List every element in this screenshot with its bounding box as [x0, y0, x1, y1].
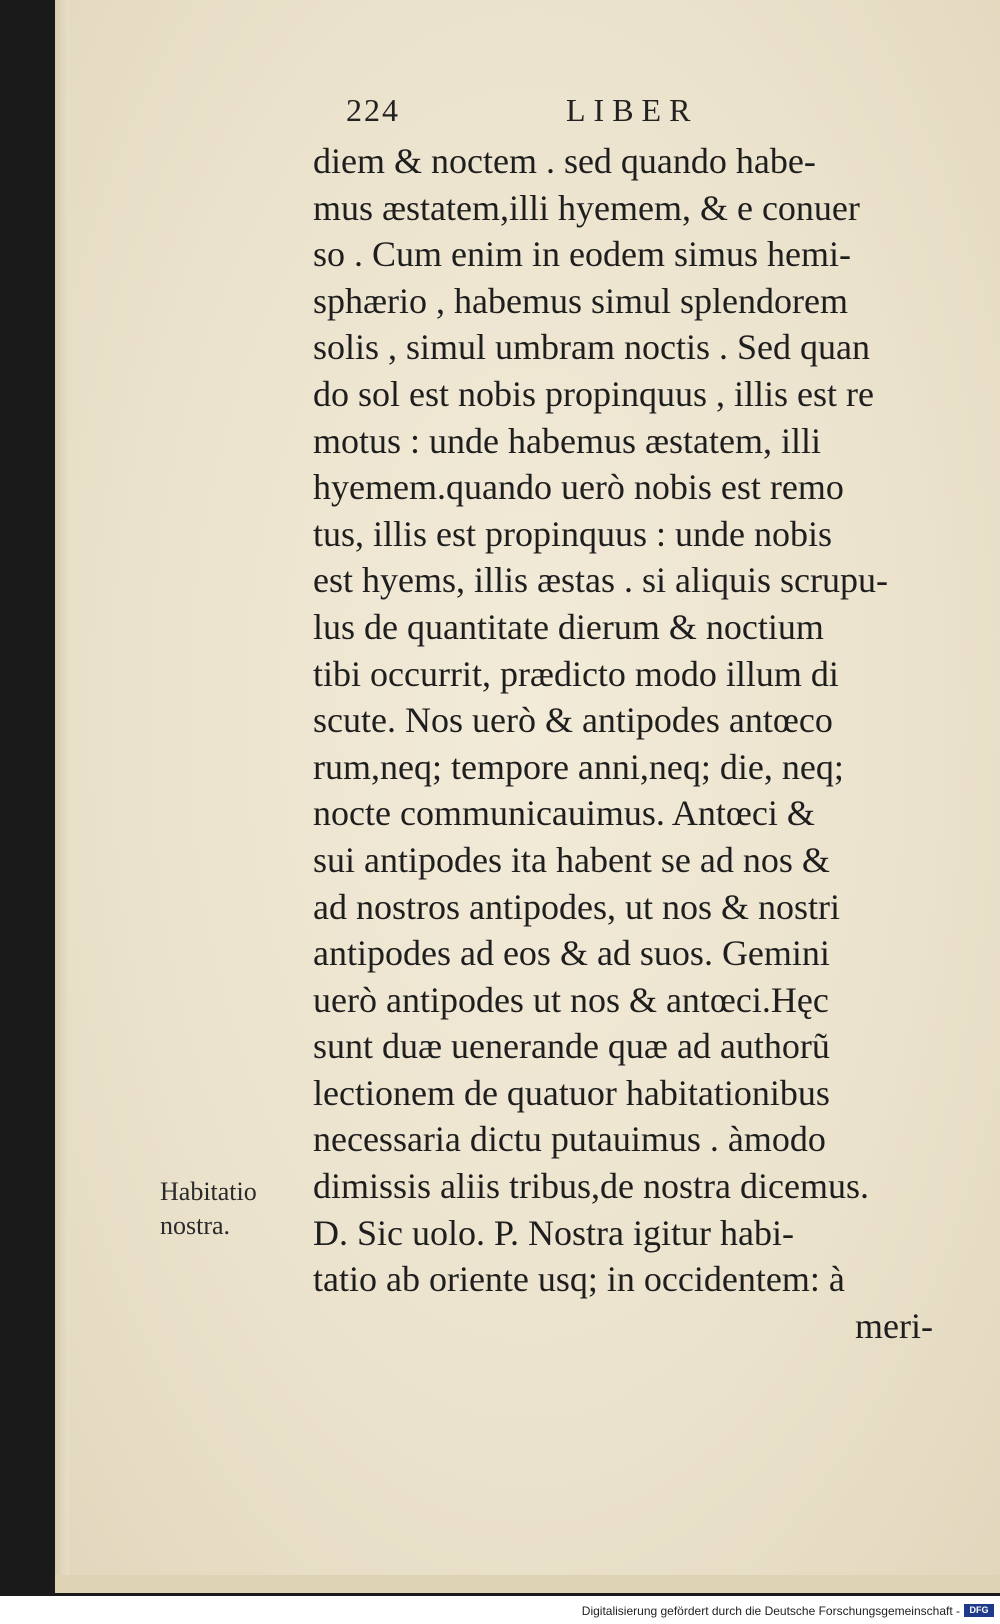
- marginal-note-line: nostra.: [160, 1211, 231, 1240]
- text-line: diem & noctem . sed quando habe-: [313, 141, 816, 181]
- marginal-note-line: Habitatio: [160, 1177, 257, 1206]
- text-line: do sol est nobis propinquus , illis est re: [313, 373, 874, 414]
- marginal-note: [160, 1175, 295, 1243]
- text-line: est hyems, illis æstas . si aliquis scrupu-: [313, 560, 888, 601]
- page-header: [346, 92, 776, 136]
- text-line: sphærio , habemus simul splendorem: [313, 280, 848, 321]
- text-line: scute. Nos uerò & antipodes antœco: [313, 700, 833, 741]
- text-line: motus : unde habemus æstatem, illi: [313, 420, 821, 461]
- footer-credit: Digitalisierung gefördert durch die Deutsche Forschungsgemeinschaft -: [581, 1604, 960, 1618]
- text-line: rum,neq; tempore anni,neq; die, neq;: [313, 746, 844, 787]
- text-line: ad nostros antipodes, ut nos & nostri: [313, 886, 840, 927]
- text-line: solis , simul umbram noctis . Sed quan: [313, 327, 870, 368]
- text-line: tatio ab oriente usq; in occidentem: à: [313, 1259, 845, 1300]
- catchword: meri-: [855, 1305, 933, 1346]
- text-line: lus de quantitate dierum & noctium: [313, 606, 824, 647]
- text-line: tibi occurrit, prædicto modo illum di: [313, 653, 839, 694]
- body-text: [313, 138, 973, 1349]
- text-line: D. Sic uolo. P. Nostra igitur habi-: [313, 1212, 794, 1253]
- running-head: LIBER: [566, 92, 699, 128]
- text-line: lectionem de quatuor habitationibus: [313, 1072, 830, 1113]
- text-line: uerò antipodes ut nos & antœci.Hęc: [313, 979, 829, 1020]
- page-bottom-edge: [55, 1575, 1000, 1593]
- text-line: sui antipodes ita habent se ad nos &: [313, 839, 830, 880]
- digitization-footer: [0, 1598, 1000, 1624]
- text-line: hyemem.quando uerò nobis est remo: [313, 467, 844, 508]
- text-line: so . Cum enim in eodem simus hemi-: [313, 234, 851, 275]
- text-line: necessaria dictu putauimus . àmodo: [313, 1119, 826, 1160]
- text-line: antipodes ad eos & ad suos. Gemini: [313, 933, 830, 974]
- text-line: mus æstatem,illi hyemem, & e conuer: [313, 187, 860, 228]
- text-line: tus, illis est propinquus : unde nobis: [313, 513, 833, 554]
- dfg-logo: DFG: [964, 1604, 994, 1617]
- page-number: 224: [346, 92, 400, 128]
- page-gutter: [55, 0, 69, 1590]
- text-line: dimissis aliis tribus,de nostra dicemus.: [313, 1166, 869, 1207]
- text-line: sunt duæ uenerande quæ ad authorũ: [313, 1026, 830, 1067]
- text-line: nocte communicauimus. Antœci &: [313, 793, 815, 834]
